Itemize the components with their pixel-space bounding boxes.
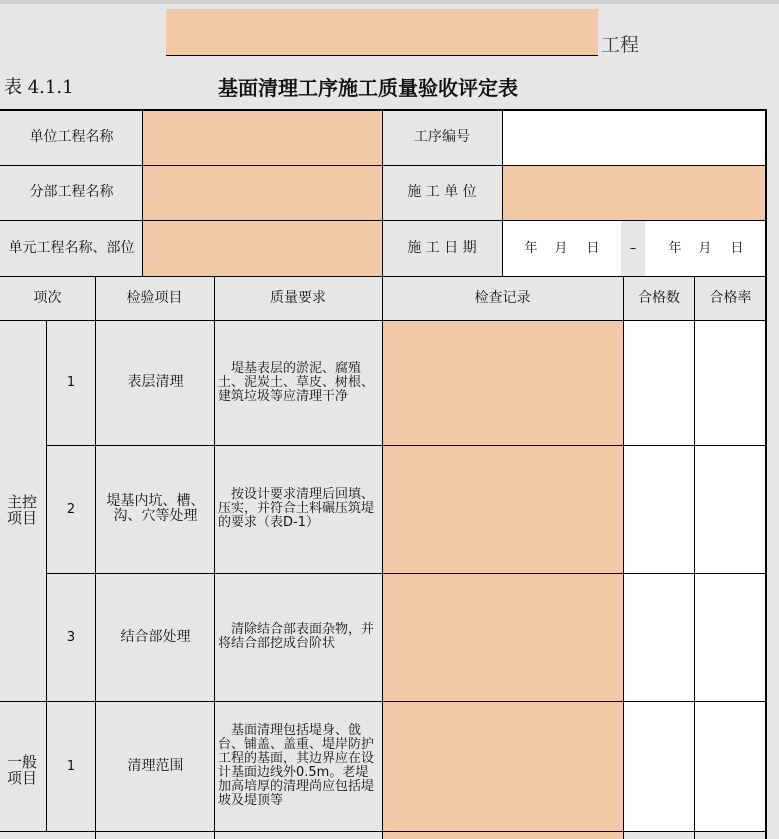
grid-line: [623, 276, 624, 839]
element-project-label: 单元工程名称、部位: [8, 239, 135, 256]
table-number: 表 4.1.1: [4, 77, 74, 98]
process-no-value[interactable]: [502, 110, 766, 165]
grid-line: [46, 573, 766, 574]
grid-line: [694, 276, 695, 839]
grid-line: [502, 110, 503, 276]
grid-line: [95, 276, 96, 839]
project-name-field[interactable]: [166, 9, 598, 55]
pass-count-cell[interactable]: [623, 320, 695, 445]
row-inspection-item: 堤基内坑、槽、沟、穴等处理: [106, 493, 205, 524]
row-inspection-item: 清理范围: [127, 757, 184, 774]
grid-line: [382, 110, 383, 839]
pass-count-cell[interactable]: [623, 445, 695, 573]
start-year: 年: [524, 240, 538, 256]
pass-count-cell[interactable]: [623, 573, 695, 701]
element-project-value[interactable]: [143, 220, 382, 276]
row-quality-req: 基面清理包括堤身、戗台、铺盖、盖重、堤岸防护工程的基面，其边界应在设计基面边线外0.5m。老堤加高培厚的清理尚应包括堤坡及堤顶等: [218, 723, 375, 808]
grid-line: [0, 320, 766, 321]
row-no: 3: [66, 629, 76, 645]
end-day: 日: [730, 240, 744, 256]
next-row-check-record[interactable]: [382, 831, 623, 839]
group-main-label: 主控项目: [6, 493, 37, 527]
project-name-underline: [166, 55, 598, 56]
check-record-cell[interactable]: [382, 445, 623, 573]
grid-line: [0, 831, 766, 832]
start-day: 日: [586, 240, 600, 256]
grid-line: [0, 220, 766, 221]
row-inspection-item: 表层清理: [127, 374, 184, 390]
pass-rate-cell[interactable]: [695, 320, 766, 445]
col-header-item-no: 项次: [33, 289, 62, 306]
end-year: 年: [668, 240, 682, 256]
col-header-check-record: 检查记录: [474, 289, 531, 306]
construction-unit-value[interactable]: [502, 165, 766, 220]
end-month: 月: [698, 240, 712, 256]
check-record-cell[interactable]: [382, 573, 623, 701]
page-title: 基面清理工序施工质量验收评定表: [218, 76, 518, 100]
division-project-value[interactable]: [143, 165, 382, 220]
grid-line: [46, 445, 766, 446]
process-no-label: 工序编号: [414, 129, 470, 145]
check-record-cell[interactable]: [382, 320, 623, 445]
grid-line: [0, 165, 766, 166]
col-header-pass-count: 合格数: [638, 289, 680, 306]
grid-line: [142, 110, 143, 276]
project-suffix: 工程: [601, 34, 640, 56]
table-border-top: [0, 109, 767, 111]
col-header-pass-rate: 合格率: [709, 289, 752, 306]
row-no: 1: [66, 758, 76, 774]
col-header-quality-req: 质量要求: [270, 289, 326, 306]
start-month: 月: [554, 240, 568, 256]
pass-rate-cell[interactable]: [695, 701, 766, 831]
division-project-label: 分部工程名称: [29, 184, 114, 200]
row-quality-req: 清除结合部表面杂物，并将结合部挖成台阶状: [218, 622, 375, 651]
row-no: 1: [66, 375, 76, 390]
grid-line: [0, 701, 766, 702]
construction-date-label: 施 工 日 期: [407, 239, 477, 256]
sheet-top-edge: [0, 0, 779, 4]
col-header-inspection-item: 检验项目: [126, 289, 183, 306]
grid-line: [46, 320, 47, 831]
unit-project-value[interactable]: [143, 110, 382, 165]
row-quality-req: 按设计要求清理后回填、压实，并符合土料碾压筑堤的要求（表D-1）: [218, 487, 375, 530]
row-no: 2: [66, 501, 76, 517]
grid-line: [0, 276, 766, 277]
table-border-right: [765, 109, 767, 839]
group-general-label: 一般项目: [6, 753, 37, 787]
grid-line: [214, 276, 215, 839]
construction-unit-label: 施 工 单 位: [407, 184, 477, 200]
pass-count-cell[interactable]: [623, 701, 695, 831]
unit-project-label: 单位工程名称: [29, 129, 114, 145]
pass-rate-cell[interactable]: [695, 445, 766, 573]
check-record-cell[interactable]: [382, 701, 623, 831]
row-quality-req: 堤基表层的淤泥、腐殖土、泥炭土、草皮、树根、建筑垃圾等应清理干净: [218, 360, 375, 404]
date-dash: –: [629, 240, 637, 256]
pass-rate-cell[interactable]: [695, 573, 766, 701]
row-inspection-item: 结合部处理: [120, 628, 191, 645]
